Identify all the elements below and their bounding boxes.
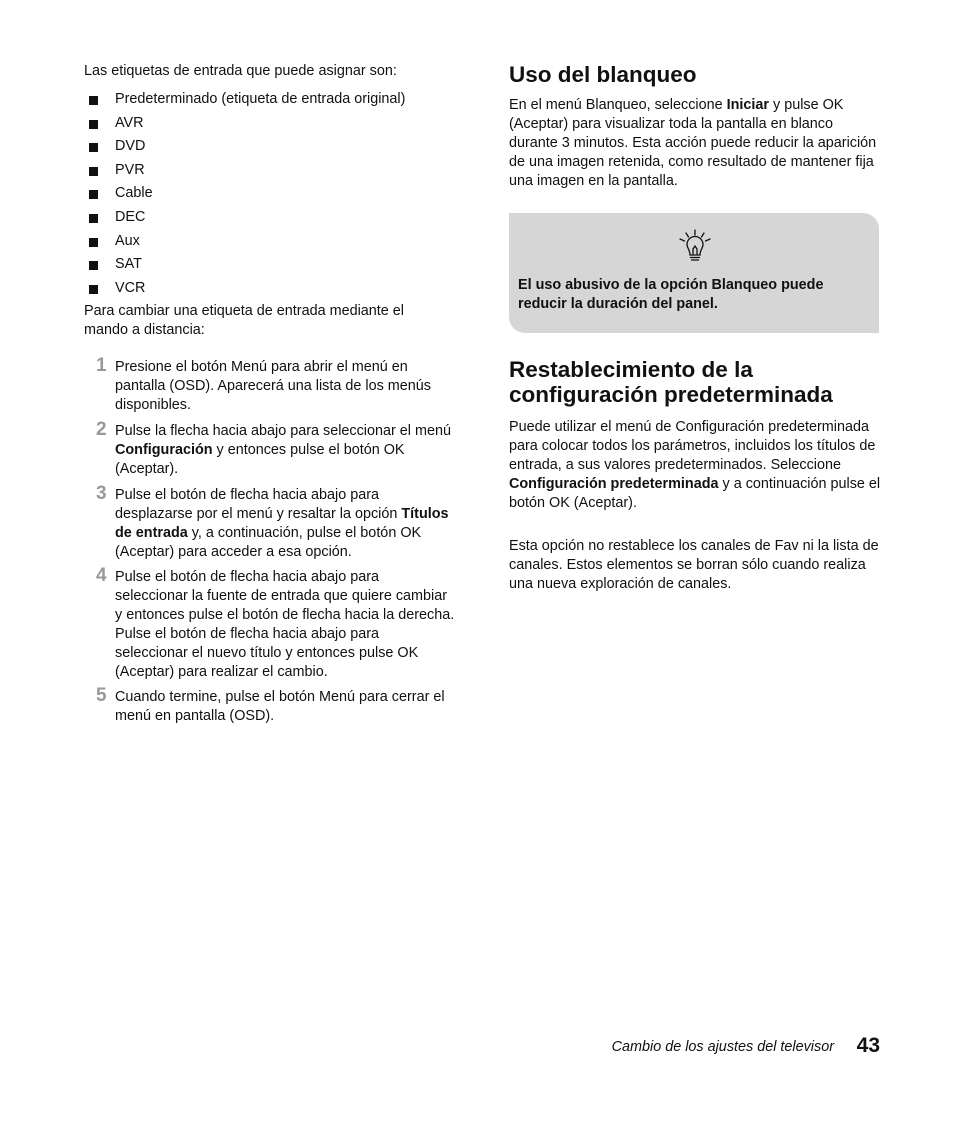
lightbulb-icon	[677, 228, 713, 264]
step-number: 1	[96, 355, 107, 376]
list-item: AVR	[84, 114, 405, 138]
list-item: PVR	[84, 161, 405, 185]
step-text: Pulse el botón de flecha hacia abajo para seleccionar la fuente de entrada que quiere cambiar y entonces pulse el botón de flecha hacia la derecha. Pulse el botón de flecha hacia abajo para seleccionar el nuevo título y entonces pulse OK (Aceptar) para realizar el cambio.	[115, 569, 455, 680]
list-item: SAT	[84, 255, 405, 279]
step-5	[84, 685, 456, 726]
step-3	[84, 483, 456, 562]
step-text: Pulse el botón de flecha hacia abajo para desplazarse por el menú y resaltar la opción Títulos de entrada y, a continuación, pulse el botón OK (Aceptar) para acceder a esa opción.	[115, 487, 449, 560]
reset-paragraph-1: Puede utilizar el menú de Configuración predeterminada para colocar todos los parámetros, incluidos los títulos de entrada, a sus valores predeterminados. Seleccione Configuración predeterminada y a continuación pulse el botón OK (Aceptar).	[509, 419, 881, 511]
step-1	[84, 355, 456, 415]
step-4	[84, 565, 456, 682]
reset-paragraph-2: Esta opción no restablece los canales de Fav ni la lista de canales. Estos elementos se borran sólo cuando realiza una nueva exploración de canales.	[509, 538, 879, 592]
list-item: VCR	[84, 279, 405, 303]
step-number: 2	[96, 419, 107, 440]
step-number: 4	[96, 565, 107, 586]
menu-name-config-predeterminada: Configuración predeterminada	[509, 476, 719, 492]
tip-text: El uso abusivo de la opción Blanqueo puede reducir la duración del panel.	[518, 277, 824, 312]
step-text: Cuando termine, pulse el botón Menú para cerrar el menú en pantalla (OSD).	[115, 689, 445, 724]
list-item: Predeterminado (etiqueta de entrada original)	[84, 90, 405, 114]
step-2	[84, 419, 456, 479]
list-item: DEC	[84, 208, 405, 232]
blanqueo-paragraph: En el menú Blanqueo, seleccione Iniciar y pulse OK (Aceptar) para visualizar toda la pantalla en blanco durante 3 minutos. Esta acción puede reducir la aparición de una imagen retenida, como resultado de mantener fija una imagen en la pantalla.	[509, 97, 877, 189]
change-label-intro: Para cambiar una etiqueta de entrada mediante el mando a distancia:	[84, 303, 405, 338]
list-item: Cable	[84, 184, 405, 208]
step-number: 3	[96, 483, 107, 504]
menu-name-configuracion: Configuración	[115, 442, 213, 458]
input-labels-list	[84, 90, 405, 302]
step-text: Presione el botón Menú para abrir el menú en pantalla (OSD). Aparecerá una lista de los menús disponibles.	[115, 359, 431, 413]
tip-box	[509, 213, 879, 333]
labels-intro: Las etiquetas de entrada que puede asignar son:	[84, 63, 397, 79]
list-item: Aux	[84, 232, 405, 256]
section-heading-blanqueo: Uso del blanqueo	[509, 62, 697, 87]
menu-option-iniciar: Iniciar	[726, 97, 770, 113]
step-number: 5	[96, 685, 107, 706]
option-name-titulos: Títulos de entrada	[115, 506, 449, 541]
section-heading-reset: Restablecimiento de la configuración predeterminada	[509, 357, 833, 407]
page-number: 43	[856, 1034, 880, 1057]
footer-caption: Cambio de los ajustes del televisor	[611, 1039, 834, 1055]
list-item: DVD	[84, 137, 405, 161]
step-text: Pulse la flecha hacia abajo para seleccionar el menú Configuración y entonces pulse el botón OK (Aceptar).	[115, 423, 451, 477]
page-footer	[600, 1036, 880, 1058]
